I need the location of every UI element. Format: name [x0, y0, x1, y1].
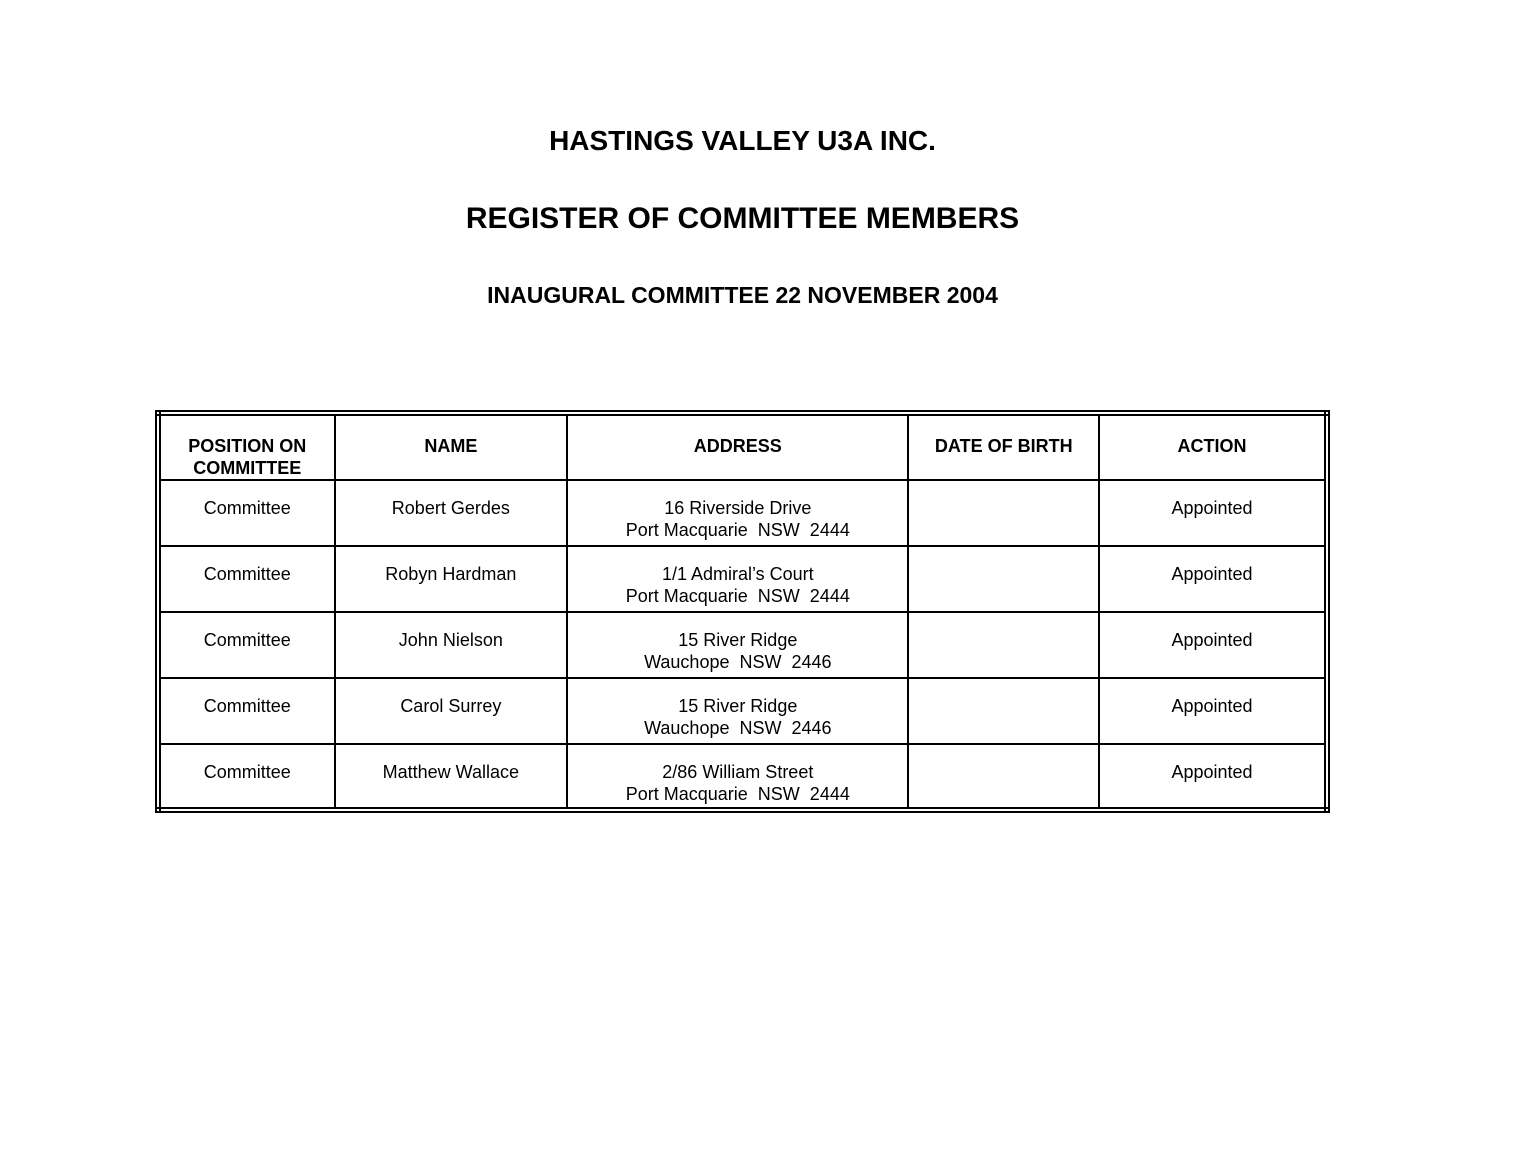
action-cell: Appointed: [1099, 546, 1327, 612]
date-of-birth-cell: [908, 612, 1099, 678]
address-line: Wauchope NSW 2446: [644, 652, 832, 672]
address-line: Port Macquarie NSW 2444: [625, 586, 850, 606]
table-row: [158, 744, 1327, 810]
address-cell: [567, 480, 908, 546]
header-position-on-committee: POSITION ON COMMITTEE: [158, 413, 335, 480]
position-cell: Committee: [158, 744, 335, 810]
address-line: Port Macquarie NSW 2444: [625, 784, 850, 804]
table-row: [158, 612, 1327, 678]
table-row: [158, 678, 1327, 744]
document-title: HASTINGS VALLEY U3A INC.: [549, 125, 936, 156]
name-cell: Robyn Hardman: [335, 546, 568, 612]
address-cell: [567, 612, 908, 678]
position-cell: Committee: [158, 546, 335, 612]
address-line: 15 River Ridge: [678, 696, 798, 716]
committee-table-body: [158, 480, 1327, 810]
address-cell: [567, 546, 908, 612]
name-cell: Matthew Wallace: [335, 744, 568, 810]
address-cell: [567, 678, 908, 744]
table-row: [158, 546, 1327, 612]
address-line: 15 River Ridge: [678, 630, 798, 650]
committee-register-table: [155, 410, 1330, 813]
address-line: Port Macquarie NSW 2444: [625, 520, 850, 540]
document-heading: INAUGURAL COMMITTEE 22 NOVEMBER 2004: [487, 282, 998, 308]
header-action: ACTION: [1099, 413, 1327, 480]
header-date-of-birth: DATE OF BIRTH: [908, 413, 1099, 480]
address-line: Wauchope NSW 2446: [644, 718, 832, 738]
name-cell: John Nielson: [335, 612, 568, 678]
address-line: 2/86 William Street: [662, 762, 814, 782]
date-of-birth-cell: [908, 480, 1099, 546]
address-cell: [567, 744, 908, 810]
action-cell: Appointed: [1099, 744, 1327, 810]
table-header-row: [158, 413, 1327, 480]
date-of-birth-cell: [908, 744, 1099, 810]
position-cell: Committee: [158, 480, 335, 546]
action-cell: Appointed: [1099, 480, 1327, 546]
action-cell: Appointed: [1099, 612, 1327, 678]
name-cell: Carol Surrey: [335, 678, 568, 744]
header-address: ADDRESS: [567, 413, 908, 480]
header-name: NAME: [335, 413, 568, 480]
position-cell: Committee: [158, 678, 335, 744]
address-line: 16 Riverside Drive: [664, 498, 812, 518]
position-cell: Committee: [158, 612, 335, 678]
date-of-birth-cell: [908, 678, 1099, 744]
name-cell: Robert Gerdes: [335, 480, 568, 546]
action-cell: Appointed: [1099, 678, 1327, 744]
table-row: [158, 480, 1327, 546]
document-subtitle: REGISTER OF COMMITTEE MEMBERS: [465, 202, 1020, 235]
date-of-birth-cell: [908, 546, 1099, 612]
address-line: 1/1 Admiral’s Court: [661, 564, 814, 584]
